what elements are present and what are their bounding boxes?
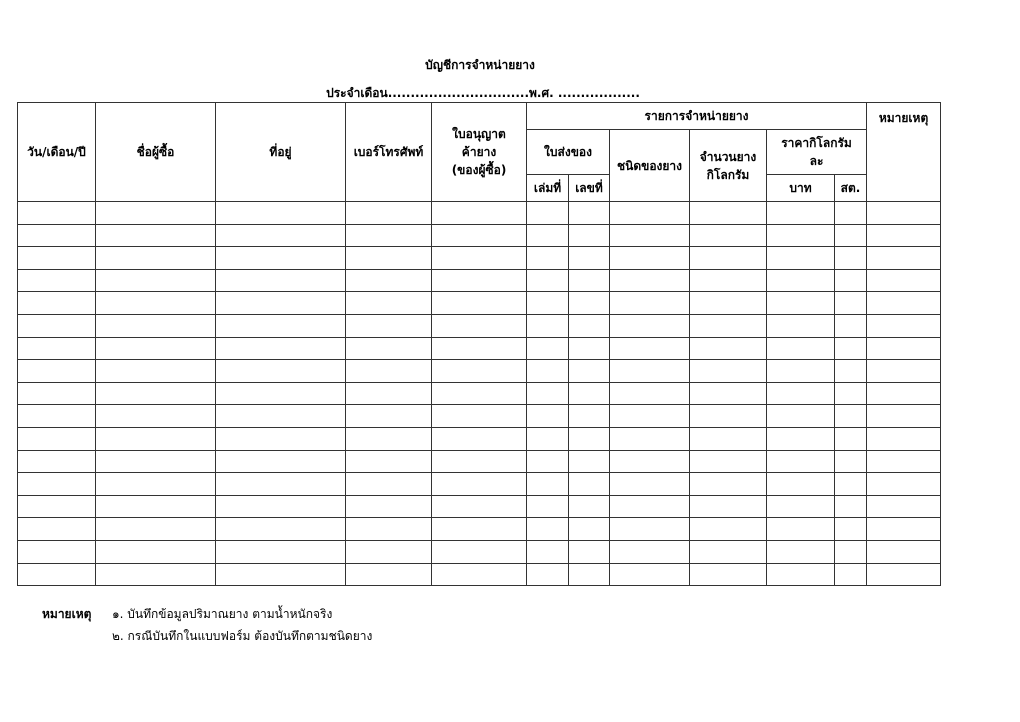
table-cell[interactable]	[569, 540, 610, 563]
table-cell[interactable]	[569, 202, 610, 225]
table-cell[interactable]	[432, 202, 527, 225]
header-license-line1: ใบอนุญาต	[452, 127, 506, 141]
table-cell[interactable]	[835, 405, 867, 428]
table-cell[interactable]	[346, 360, 432, 383]
table-row	[18, 314, 941, 337]
table-cell[interactable]	[346, 540, 432, 563]
table-cell[interactable]	[18, 518, 96, 541]
table-cell[interactable]	[867, 337, 941, 360]
table-cell[interactable]	[216, 202, 346, 225]
table-cell[interactable]	[767, 337, 835, 360]
table-cell[interactable]	[767, 269, 835, 292]
table-cell[interactable]	[867, 202, 941, 225]
table-cell[interactable]	[216, 292, 346, 315]
note-item-2	[42, 625, 372, 647]
table-cell[interactable]	[18, 450, 96, 473]
header-license-line3: (ของผู้ซื้อ)	[451, 163, 507, 177]
table-cell[interactable]	[767, 540, 835, 563]
table-cell[interactable]	[432, 337, 527, 360]
table-cell[interactable]	[690, 269, 767, 292]
table-cell[interactable]	[767, 495, 835, 518]
table-cell[interactable]	[432, 495, 527, 518]
table-cell[interactable]	[346, 247, 432, 270]
table-cell[interactable]	[432, 360, 527, 383]
table-cell[interactable]	[216, 540, 346, 563]
table-cell[interactable]	[767, 450, 835, 473]
header-delivery-note: ใบส่งของ	[527, 130, 610, 175]
table-cell[interactable]	[610, 360, 690, 383]
table-cell[interactable]	[610, 405, 690, 428]
table-cell[interactable]	[527, 427, 569, 450]
table-cell[interactable]	[610, 337, 690, 360]
table-cell[interactable]	[690, 360, 767, 383]
table-row	[18, 518, 941, 541]
table-cell[interactable]	[96, 224, 216, 247]
table-cell[interactable]	[690, 405, 767, 428]
table-cell[interactable]	[569, 224, 610, 247]
table-cell[interactable]	[346, 202, 432, 225]
table-cell[interactable]	[690, 450, 767, 473]
table-cell[interactable]	[527, 450, 569, 473]
table-cell[interactable]	[432, 405, 527, 428]
table-cell[interactable]	[835, 269, 867, 292]
table-row	[18, 495, 941, 518]
table-cell[interactable]	[835, 518, 867, 541]
table-cell[interactable]	[569, 269, 610, 292]
table-cell[interactable]	[18, 292, 96, 315]
table-cell[interactable]	[527, 314, 569, 337]
table-row	[18, 563, 941, 586]
table-cell[interactable]	[346, 292, 432, 315]
table-cell[interactable]	[767, 224, 835, 247]
table-cell[interactable]	[569, 247, 610, 270]
table-row	[18, 269, 941, 292]
notes-section	[42, 603, 372, 647]
table-cell[interactable]	[346, 269, 432, 292]
table-cell[interactable]	[867, 518, 941, 541]
table-cell[interactable]	[216, 563, 346, 586]
table-cell[interactable]	[867, 450, 941, 473]
header-license-line2: ค้ายาง	[461, 145, 497, 159]
table-cell[interactable]	[610, 247, 690, 270]
note-text-1: ๑. บันทึกข้อมูลปริมาณยาง ตามน้ำหนักจริง	[112, 607, 333, 621]
header-price-line2: ละ	[809, 154, 824, 168]
table-cell[interactable]	[835, 473, 867, 496]
table-cell[interactable]	[767, 518, 835, 541]
table-cell[interactable]	[610, 427, 690, 450]
table-cell[interactable]	[432, 473, 527, 496]
table-cell[interactable]	[610, 473, 690, 496]
table-cell[interactable]	[867, 382, 941, 405]
table-cell[interactable]	[835, 337, 867, 360]
table-cell[interactable]	[346, 563, 432, 586]
table-cell[interactable]	[867, 427, 941, 450]
table-cell[interactable]	[867, 314, 941, 337]
table-cell[interactable]	[96, 247, 216, 270]
table-cell[interactable]	[216, 405, 346, 428]
table-cell[interactable]	[216, 450, 346, 473]
table-cell[interactable]	[569, 495, 610, 518]
table-cell[interactable]	[767, 405, 835, 428]
table-cell[interactable]	[690, 540, 767, 563]
table-cell[interactable]	[610, 224, 690, 247]
header-buyer-name: ชื่อผู้ซื้อ	[96, 103, 216, 202]
table-cell[interactable]	[569, 473, 610, 496]
table-cell[interactable]	[96, 563, 216, 586]
header-address: ที่อยู่	[216, 103, 346, 202]
table-cell[interactable]	[346, 224, 432, 247]
table-cell[interactable]	[835, 224, 867, 247]
table-cell[interactable]	[835, 202, 867, 225]
table-cell[interactable]	[346, 427, 432, 450]
table-cell[interactable]	[690, 247, 767, 270]
table-cell[interactable]	[346, 405, 432, 428]
table-cell[interactable]	[867, 292, 941, 315]
table-cell[interactable]	[569, 337, 610, 360]
table-cell[interactable]	[18, 337, 96, 360]
header-rubber-type: ชนิดของยาง	[610, 130, 690, 202]
table-cell[interactable]	[216, 382, 346, 405]
table-cell[interactable]	[690, 292, 767, 315]
header-license	[432, 103, 527, 202]
table-cell[interactable]	[216, 224, 346, 247]
header-remark: หมายเหตุ	[867, 103, 941, 202]
table-cell[interactable]	[690, 224, 767, 247]
table-cell[interactable]	[610, 292, 690, 315]
header-quantity-line1: จำนวนยาง	[699, 149, 757, 164]
table-cell[interactable]	[867, 269, 941, 292]
table-cell[interactable]	[835, 563, 867, 586]
table-row	[18, 360, 941, 383]
table-cell[interactable]	[96, 405, 216, 428]
table-cell[interactable]	[527, 247, 569, 270]
table-cell[interactable]	[527, 405, 569, 428]
table-cell[interactable]	[18, 382, 96, 405]
table-cell[interactable]	[767, 292, 835, 315]
table-cell[interactable]	[96, 473, 216, 496]
table-cell[interactable]	[610, 495, 690, 518]
table-cell[interactable]	[216, 427, 346, 450]
table-cell[interactable]	[767, 473, 835, 496]
header-baht: บาท	[767, 175, 835, 202]
table-cell[interactable]	[569, 292, 610, 315]
header-price	[767, 130, 867, 175]
table-cell[interactable]	[610, 269, 690, 292]
table-cell[interactable]	[569, 427, 610, 450]
table-cell[interactable]	[527, 224, 569, 247]
table-cell[interactable]	[527, 337, 569, 360]
table-cell[interactable]	[767, 563, 835, 586]
table-cell[interactable]	[527, 202, 569, 225]
table-cell[interactable]	[216, 247, 346, 270]
table-cell[interactable]	[835, 427, 867, 450]
table-cell[interactable]	[346, 450, 432, 473]
table-header	[18, 103, 941, 202]
table-cell[interactable]	[835, 360, 867, 383]
table-cell[interactable]	[867, 360, 941, 383]
table-cell[interactable]	[690, 427, 767, 450]
table-cell[interactable]	[216, 360, 346, 383]
table-cell[interactable]	[96, 202, 216, 225]
table-cell[interactable]	[867, 540, 941, 563]
table-cell[interactable]	[569, 314, 610, 337]
table-row	[18, 224, 941, 247]
table-row	[18, 473, 941, 496]
table-cell[interactable]	[18, 563, 96, 586]
table-row	[18, 405, 941, 428]
table-cell[interactable]	[96, 337, 216, 360]
table-cell[interactable]	[96, 450, 216, 473]
table-cell[interactable]	[835, 450, 867, 473]
table-row	[18, 382, 941, 405]
table-row	[18, 427, 941, 450]
table-cell[interactable]	[569, 563, 610, 586]
header-quantity-line2: กิโลกรัม	[706, 167, 750, 182]
table-cell[interactable]	[432, 518, 527, 541]
table-cell[interactable]	[835, 247, 867, 270]
table-cell[interactable]	[432, 314, 527, 337]
table-cell[interactable]	[690, 518, 767, 541]
table-cell[interactable]	[569, 382, 610, 405]
table-body	[18, 202, 941, 586]
table-cell[interactable]	[216, 495, 346, 518]
table-cell[interactable]	[690, 337, 767, 360]
table-cell[interactable]	[346, 337, 432, 360]
table-cell[interactable]	[216, 473, 346, 496]
table-cell[interactable]	[96, 269, 216, 292]
table-cell[interactable]	[835, 314, 867, 337]
table-cell[interactable]	[432, 450, 527, 473]
note-item-1	[42, 603, 372, 625]
table-cell[interactable]	[18, 540, 96, 563]
table-cell[interactable]	[610, 202, 690, 225]
table-cell[interactable]	[96, 360, 216, 383]
header-sales-group: รายการจำหน่ายยาง	[527, 103, 867, 130]
table-cell[interactable]	[767, 360, 835, 383]
table-cell[interactable]	[96, 382, 216, 405]
header-phone: เบอร์โทรศัพท์	[346, 103, 432, 202]
notes-label: หมายเหตุ	[42, 607, 92, 621]
table-cell[interactable]	[18, 202, 96, 225]
table-cell[interactable]	[690, 202, 767, 225]
table-cell[interactable]	[18, 405, 96, 428]
header-satang: สต.	[835, 175, 867, 202]
table-row	[18, 202, 941, 225]
table-cell[interactable]	[18, 495, 96, 518]
table-row	[18, 292, 941, 315]
table-cell[interactable]	[432, 269, 527, 292]
header-quantity	[690, 130, 767, 202]
table-cell[interactable]	[835, 292, 867, 315]
table-cell[interactable]	[767, 314, 835, 337]
table-cell[interactable]	[867, 247, 941, 270]
table-cell[interactable]	[18, 427, 96, 450]
table-cell[interactable]	[690, 473, 767, 496]
table-cell[interactable]	[527, 269, 569, 292]
table-cell[interactable]	[18, 360, 96, 383]
table-cell[interactable]	[690, 382, 767, 405]
table-cell[interactable]	[767, 427, 835, 450]
table-cell[interactable]	[18, 473, 96, 496]
table-cell[interactable]	[527, 518, 569, 541]
table-row	[18, 540, 941, 563]
table-cell[interactable]	[346, 518, 432, 541]
table-cell[interactable]	[767, 202, 835, 225]
table-cell[interactable]	[216, 518, 346, 541]
table-cell[interactable]	[216, 314, 346, 337]
table-cell[interactable]	[690, 495, 767, 518]
table-cell[interactable]	[96, 292, 216, 315]
table-cell[interactable]	[527, 540, 569, 563]
header-number-no: เลขที่	[569, 175, 610, 202]
table-cell[interactable]	[610, 450, 690, 473]
table-cell[interactable]	[867, 405, 941, 428]
table-cell[interactable]	[96, 495, 216, 518]
table-row	[18, 337, 941, 360]
table-cell[interactable]	[867, 495, 941, 518]
table-cell[interactable]	[18, 247, 96, 270]
table-cell[interactable]	[867, 224, 941, 247]
table-cell[interactable]	[432, 224, 527, 247]
table-cell[interactable]	[432, 563, 527, 586]
table-cell[interactable]	[527, 563, 569, 586]
table-cell[interactable]	[346, 382, 432, 405]
table-row	[18, 450, 941, 473]
table-cell[interactable]	[569, 360, 610, 383]
table-cell[interactable]	[527, 495, 569, 518]
table-cell[interactable]	[767, 382, 835, 405]
table-cell[interactable]	[18, 269, 96, 292]
document-subtitle: ประจำเดือน...............................พ.ศ. ..................	[326, 86, 640, 100]
table-cell[interactable]	[216, 337, 346, 360]
table-cell[interactable]	[835, 540, 867, 563]
table-cell[interactable]	[690, 314, 767, 337]
table-cell[interactable]	[569, 450, 610, 473]
table-cell[interactable]	[610, 540, 690, 563]
table-cell[interactable]	[18, 224, 96, 247]
table-row	[18, 247, 941, 270]
table-cell[interactable]	[96, 427, 216, 450]
table-cell[interactable]	[835, 495, 867, 518]
rubber-sales-ledger-table	[17, 102, 941, 586]
table-cell[interactable]	[610, 382, 690, 405]
table-cell[interactable]	[346, 314, 432, 337]
table-cell[interactable]	[690, 563, 767, 586]
header-date: วัน/เดือน/ปี	[18, 103, 96, 202]
table-cell[interactable]	[610, 314, 690, 337]
table-cell[interactable]	[96, 540, 216, 563]
table-cell[interactable]	[527, 473, 569, 496]
table-cell[interactable]	[432, 540, 527, 563]
table-cell[interactable]	[610, 518, 690, 541]
table-cell[interactable]	[346, 473, 432, 496]
table-cell[interactable]	[527, 292, 569, 315]
table-cell[interactable]	[96, 314, 216, 337]
table-cell[interactable]	[432, 382, 527, 405]
table-cell[interactable]	[346, 495, 432, 518]
table-cell[interactable]	[527, 360, 569, 383]
table-cell[interactable]	[527, 382, 569, 405]
table-cell[interactable]	[867, 473, 941, 496]
table-cell[interactable]	[18, 314, 96, 337]
header-price-line1: ราคากิโลกรัม	[781, 136, 852, 150]
table-cell[interactable]	[96, 518, 216, 541]
table-cell[interactable]	[432, 292, 527, 315]
table-cell[interactable]	[432, 247, 527, 270]
table-cell[interactable]	[767, 247, 835, 270]
document-title: บัญชีการจำหน่ายยาง	[425, 58, 535, 72]
table-cell[interactable]	[216, 269, 346, 292]
table-cell[interactable]	[569, 405, 610, 428]
table-cell[interactable]	[432, 427, 527, 450]
table-cell[interactable]	[569, 518, 610, 541]
table-cell[interactable]	[610, 563, 690, 586]
note-text-2: ๒. กรณีบันทึกในแบบฟอร์ม ต้องบันทึกตามชนิดยาง	[112, 629, 373, 643]
header-book-no: เล่มที่	[527, 175, 569, 202]
table-cell[interactable]	[867, 563, 941, 586]
table-cell[interactable]	[835, 382, 867, 405]
